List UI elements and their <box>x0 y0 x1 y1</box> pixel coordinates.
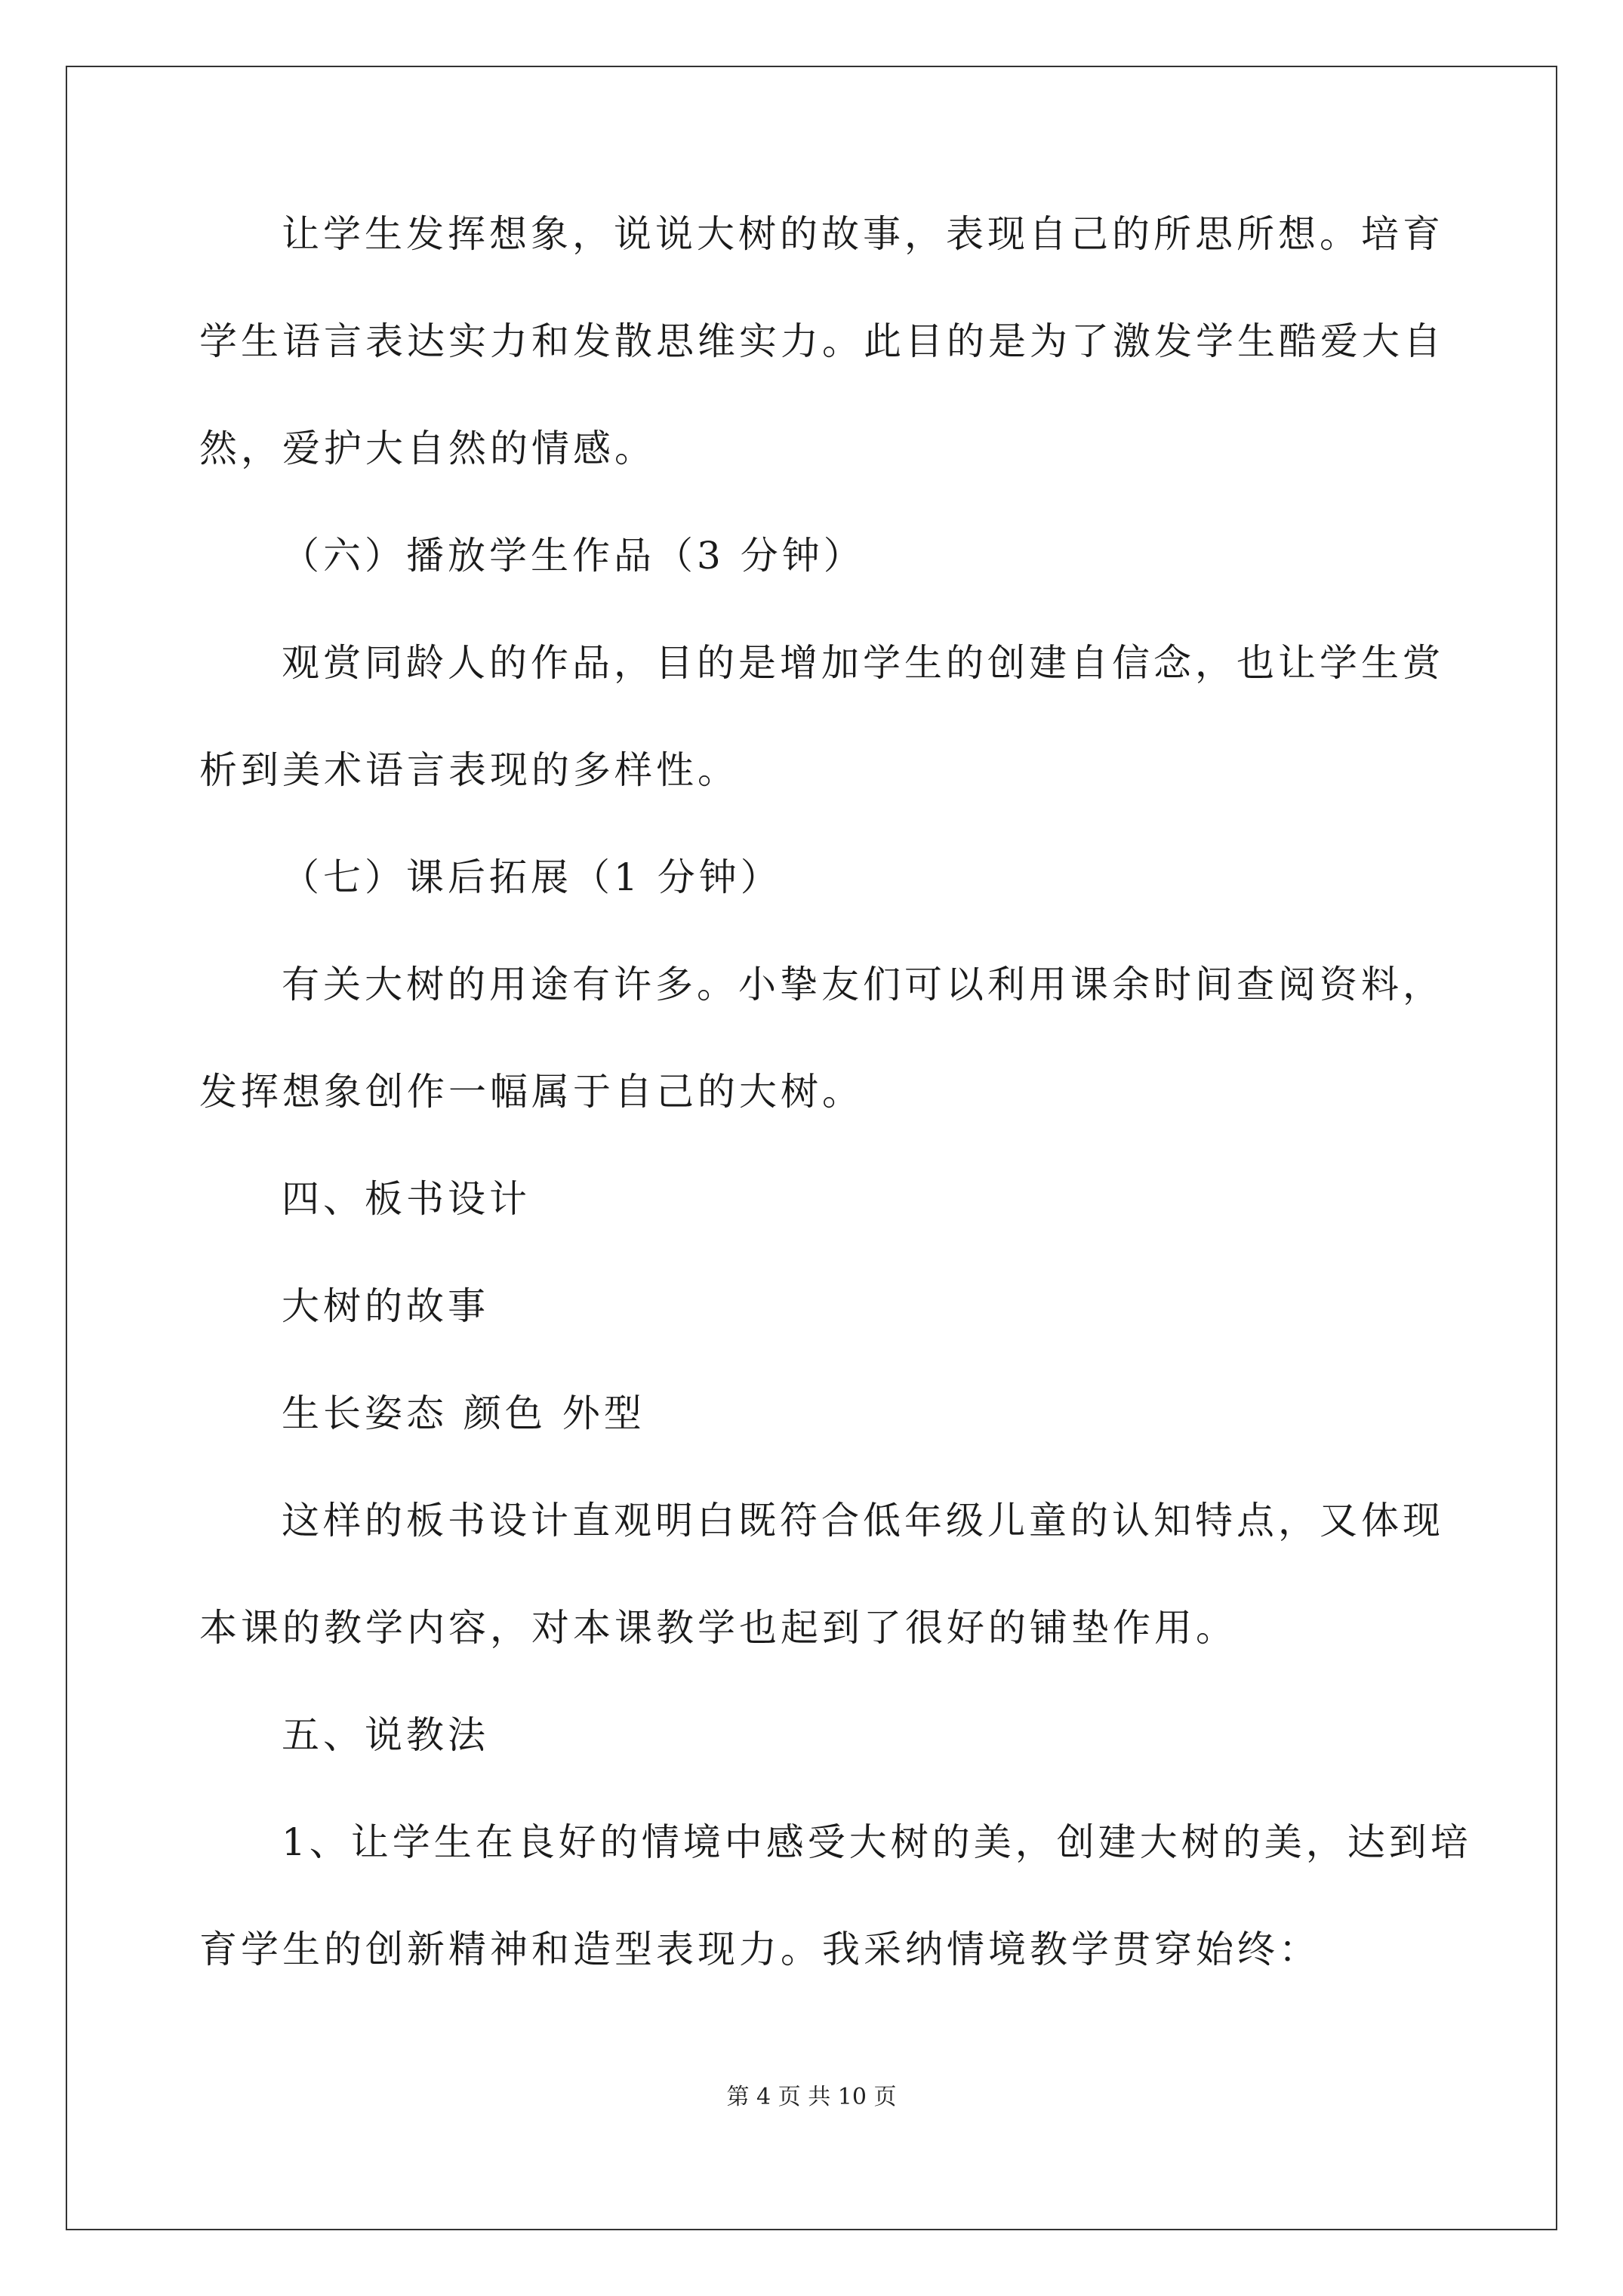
paragraph-line: 发挥想象创作一幅属于自己的大树。 <box>199 1070 864 1114</box>
paragraph-line: 观赏同龄人的作品，目的是增加学生的创建自信念，也让学生赏 <box>282 641 1444 685</box>
paragraph-line: 1、让学生在良好的情境中感受大树的美，创建大树的美，达到培 <box>282 1820 1472 1864</box>
section-heading: （七）课后拓展（1 分钟） <box>282 855 782 899</box>
board-title: 大树的故事 <box>282 1284 489 1328</box>
paragraph-line: 然，爱护大自然的情感。 <box>199 427 656 470</box>
paragraph-line: 有关大树的用途有许多。小挚友们可以利用课余时间查阅资料， <box>282 963 1444 1006</box>
page-number: 第 4 页 共 10 页 <box>726 2084 897 2110</box>
paragraph-line: 析到美术语言表现的多样性。 <box>199 748 739 792</box>
paragraph-line: 本课的教学内容，对本课教学也起到了很好的铺垫作用。 <box>199 1606 1237 1650</box>
paragraph-line: 这样的板书设计直观明白既符合低年级儿童的认知特点，又体现 <box>282 1499 1444 1542</box>
section-heading: （六）播放学生作品（3 分钟） <box>282 534 865 578</box>
paragraph-line: 让学生发挥想象，说说大树的故事，表现自己的所思所想。培育 <box>282 212 1444 256</box>
section-heading: 四、板书设计 <box>282 1177 531 1221</box>
board-content: 生长姿态 颜色 外型 <box>282 1391 645 1435</box>
page-border <box>66 66 1557 2230</box>
paragraph-line: 学生语言表达实力和发散思维实力。此目的是为了激发学生酷爱大自 <box>199 319 1445 363</box>
paragraph-line: 育学生的创新精神和造型表现力。我采纳情境教学贯穿始终： <box>199 1928 1320 1971</box>
section-heading: 五、说教法 <box>282 1713 489 1757</box>
